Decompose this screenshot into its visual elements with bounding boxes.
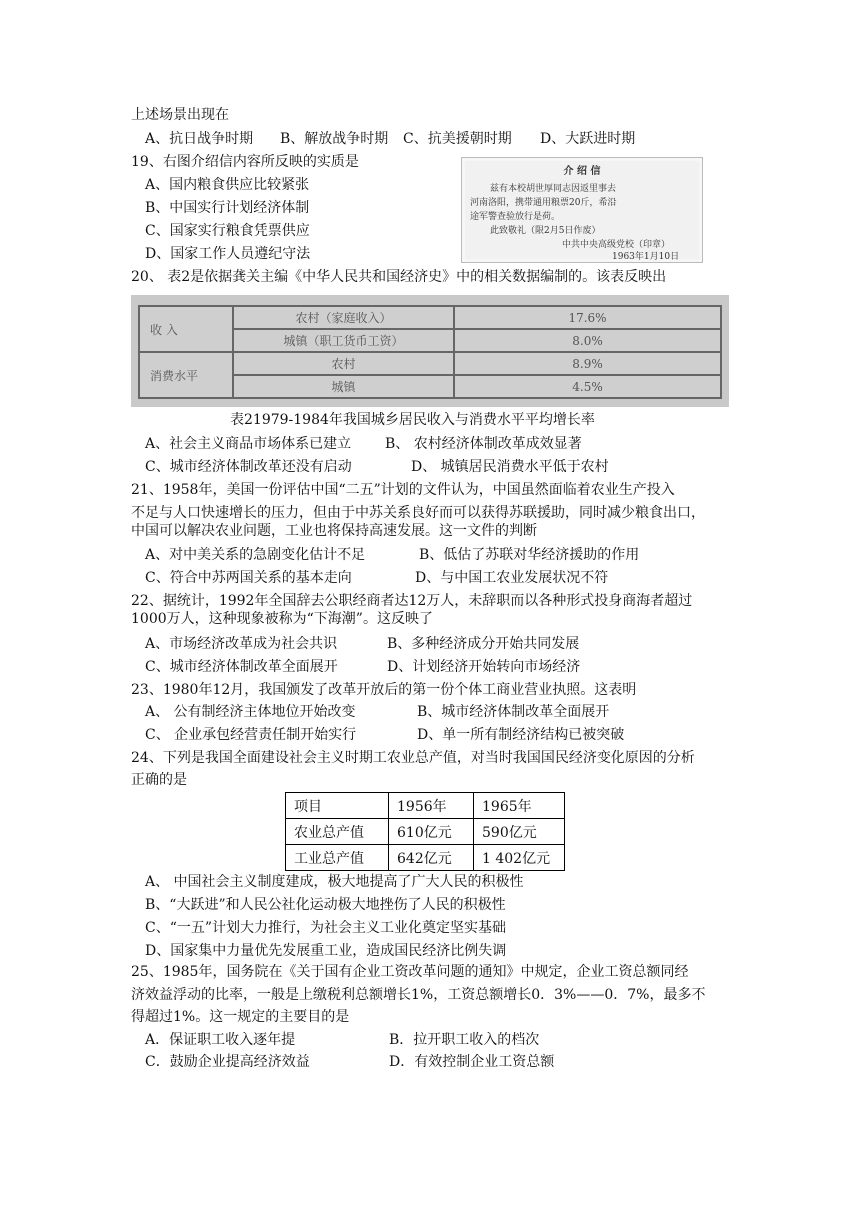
introduction-letter-image [461, 157, 703, 263]
q18-option-b: B、解放战争时期 [280, 131, 389, 147]
q21-line-1: 21、1958年，美国一份评估中国“二五”计划的文件认为，中国虽然面临着农业生产投入 [131, 482, 675, 498]
q23-option-c: C、 企业承包经营责任制开始实行 [145, 727, 357, 743]
output-value-table [285, 792, 565, 871]
q23-option-b: B、城市经济体制改革全面展开 [417, 704, 610, 720]
q21-line-2: 不足与人口快速增长的压力，但由于中苏关系良好而可以获得苏联援助，同时减少粮食出口， [131, 505, 705, 521]
q22-line-2: 1000万人，这种现象被称为“下海潮”。这反映了 [131, 611, 433, 627]
q21-option-c: C、符合中苏两国关系的基本走向 [145, 570, 352, 586]
q19-option-b: B、中国实行计划经济体制 [145, 200, 310, 216]
q20-stem: 20、 表2是依据龚关主编《中华人民共和国经济史》中的相关数据编制的。该表反映出 [131, 269, 667, 285]
q19-option-c: C、国家实行粮食凭票供应 [145, 223, 310, 239]
q23-option-a: A、 公有制经济主体地位开始改变 [145, 704, 356, 720]
letter-line-4: 此致敬礼（限2月5日作废） [490, 226, 601, 236]
letter-line-6: 1963年1月10日 [612, 252, 680, 262]
table-row-value: 8.0% [454, 329, 721, 352]
q25-line-3: 得超过1%。这一规定的主要目的是 [131, 1009, 350, 1025]
q19-stem: 19、右图介绍信内容所反映的实质是 [131, 154, 359, 170]
q18-option-c: C、抗美援朝时期 [403, 131, 512, 147]
q25-option-b: B．拉开职工收入的档次 [389, 1032, 540, 1048]
letter-title: 介 绍 信 [563, 166, 601, 177]
q19-option-d: D、国家工作人员遵纪守法 [145, 246, 311, 262]
table-row-item: 农村（家庭收入） [233, 306, 454, 329]
letter-line-1: 兹有本校胡世厚同志因返里事去 [490, 184, 617, 194]
q20-option-b: B、 农村经济体制改革成效显著 [385, 436, 582, 452]
q21-line-3: 中国可以解决农业问题，工业也将保持高速发展。这一文件的判断 [131, 523, 537, 539]
q22-option-a: A、市场经济改革成为社会共识 [145, 636, 338, 652]
table-header-cell: 1965年 [474, 793, 565, 819]
table-row-item: 农村 [233, 352, 454, 375]
consumption-label: 消费水平 [139, 352, 233, 398]
q25-option-a: A．保证职工收入逐年提 [145, 1032, 296, 1048]
q18-option-a: A、抗日战争时期 [145, 131, 254, 147]
q25-line-2: 济效益浮动的比率，一般是上缴税利总额增长1%，工资总额增长0．3%——0．7%，最多不 [131, 987, 706, 1003]
income-label: 收 入 [139, 306, 233, 352]
table-cell: 642亿元 [389, 845, 474, 871]
q18-option-d: D、大跃进时期 [540, 131, 636, 147]
q22-option-d: D、计划经济开始转向市场经济 [387, 659, 581, 675]
q21-option-a: A、对中美关系的急剧变化估计不足 [145, 547, 366, 563]
q25-option-c: C．鼓励企业提高经济效益 [145, 1054, 310, 1070]
table-cell: 农业总产值 [286, 819, 389, 845]
q24-option-c: C、“一五”计划大力推行，为社会主义工业化奠定坚实基础 [145, 920, 507, 936]
table-row-value: 17.6% [454, 306, 721, 329]
letter-line-2: 河南洛阳，携带通用粮票20斤，希沿 [470, 198, 617, 208]
letter-line-3: 途军警查验放行是荷。 [470, 212, 561, 222]
table-cell: 1 402亿元 [474, 845, 565, 871]
table-row [286, 845, 565, 871]
q23-option-d: D、单一所有制经济结构已被突破 [417, 727, 625, 743]
q21-option-d: D、与中国工农业发展状况不符 [415, 570, 609, 586]
q24-option-a: A、 中国社会主义制度建成，极大地提高了广大人民的积极性 [145, 874, 524, 890]
q23-stem: 23、1980年12月，我国颁发了改革开放后的第一份个体工商业营业执照。这表明 [131, 682, 637, 698]
table-row-item: 城镇（职工货币工资） [233, 329, 454, 352]
table-row-value: 8.9% [454, 352, 721, 375]
table-cell: 610亿元 [389, 819, 474, 845]
table-header-cell: 1956年 [389, 793, 474, 819]
q22-option-b: B、多种经济成分开始共同发展 [387, 636, 580, 652]
q20-option-d: D、 城镇居民消费水平低于农村 [411, 459, 609, 475]
income-consumption-table [138, 305, 722, 399]
table-header-row [286, 793, 565, 819]
q20-option-a: A、社会主义商品市场体系已建立 [145, 436, 352, 452]
q22-option-c: C、城市经济体制改革全面展开 [145, 659, 338, 675]
q24-option-d: D、国家集中力量优先发展重工业，造成国民经济比例失调 [145, 943, 507, 959]
q18-stem-end: 上述场景出现在 [131, 107, 229, 123]
q20-option-c: C、城市经济体制改革还没有启动 [145, 459, 352, 475]
q22-line-1: 22、据统计，1992年全国辞去公职经商者达12万人，未辞职而以各种形式投身商海者超过 [131, 593, 693, 609]
table-row [286, 819, 565, 845]
table-2-caption: 表21979-1984年我国城乡居民收入与消费水平平均增长率 [230, 412, 595, 428]
q21-option-b: B、低估了苏联对华经济援助的作用 [419, 547, 640, 563]
q24-option-b: B、“大跃进”和人民公社化运动极大地挫伤了人民的积极性 [145, 897, 506, 913]
table-cell: 590亿元 [474, 819, 565, 845]
q19-option-a: A、国内粮食供应比较紧张 [145, 177, 310, 193]
q25-line-1: 25、1985年，国务院在《关于国有企业工资改革问题的通知》中规定，企业工资总额同经 [131, 964, 689, 980]
table-header-cell: 项目 [286, 793, 389, 819]
table-row-item: 城镇 [233, 375, 454, 398]
q25-option-d: D．有效控制企业工资总额 [389, 1054, 555, 1070]
table-cell: 工业总产值 [286, 845, 389, 871]
q24-line-2: 正确的是 [131, 772, 187, 788]
table-2-photo [131, 295, 729, 407]
table-row-value: 4.5% [454, 375, 721, 398]
letter-line-5: 中共中央高级党校（印章） [562, 240, 671, 250]
q24-line-1: 24、下列是我国全面建设社会主义时期工农业总产值，对当时我国国民经济变化原因的分析 [131, 750, 695, 766]
